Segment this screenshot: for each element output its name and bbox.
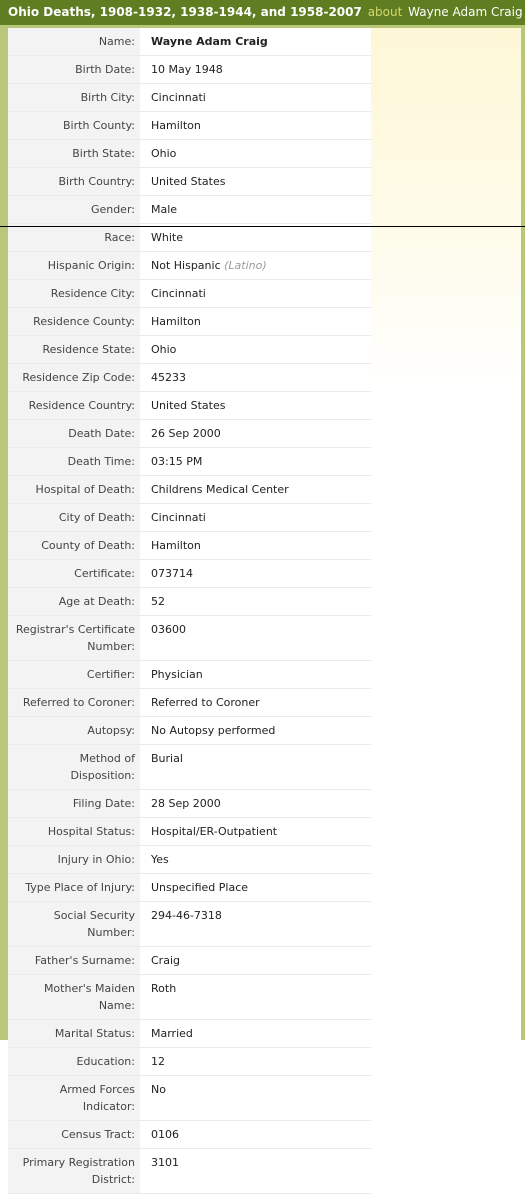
field-value bbox=[140, 140, 371, 168]
field-value-text: 03600 bbox=[151, 623, 186, 636]
field-label: Census Tract: bbox=[8, 1121, 140, 1149]
field-value bbox=[140, 818, 371, 846]
field-value-text: Cincinnati bbox=[151, 287, 206, 300]
field-value-text: Roth bbox=[151, 982, 177, 995]
about-text: about bbox=[367, 5, 403, 19]
record-row bbox=[8, 476, 371, 504]
record-row bbox=[8, 168, 371, 196]
field-label: Birth State: bbox=[8, 140, 140, 168]
field-value bbox=[140, 84, 371, 112]
record-row bbox=[8, 336, 371, 364]
field-label: Hospital of Death: bbox=[8, 476, 140, 504]
field-label: Armed Forces Indicator: bbox=[8, 1076, 140, 1121]
field-label: County of Death: bbox=[8, 532, 140, 560]
field-value bbox=[140, 661, 371, 689]
field-value-text: Physician bbox=[151, 668, 203, 681]
field-label: Birth County: bbox=[8, 112, 140, 140]
field-value-text: Cincinnati bbox=[151, 511, 206, 524]
field-value bbox=[140, 532, 371, 560]
field-value bbox=[140, 790, 371, 818]
field-value-text: Hamilton bbox=[151, 119, 201, 132]
field-value-text: 28 Sep 2000 bbox=[151, 797, 221, 810]
field-value-text: 45233 bbox=[151, 371, 186, 384]
field-value bbox=[140, 280, 371, 308]
field-value bbox=[140, 476, 371, 504]
field-value bbox=[140, 336, 371, 364]
field-value-text: 073714 bbox=[151, 567, 193, 580]
field-label: City of Death: bbox=[8, 504, 140, 532]
record-row bbox=[8, 1121, 371, 1149]
person-name-title[interactable]: Wayne Adam Craig bbox=[408, 5, 523, 19]
record-row bbox=[8, 818, 371, 846]
field-value bbox=[140, 168, 371, 196]
field-value bbox=[140, 364, 371, 392]
field-value bbox=[140, 196, 371, 224]
field-label: Type Place of Injury: bbox=[8, 874, 140, 902]
field-label: Father's Surname: bbox=[8, 947, 140, 975]
field-value bbox=[140, 1048, 371, 1076]
field-value-text: 294-46-7318 bbox=[151, 909, 222, 922]
field-label: Gender: bbox=[8, 196, 140, 224]
record-row bbox=[8, 975, 371, 1020]
field-value-text: Unspecified Place bbox=[151, 881, 249, 894]
field-label: Certifier: bbox=[8, 661, 140, 689]
field-value-text: Hamilton bbox=[151, 315, 201, 328]
field-value-text: 12 bbox=[151, 1055, 165, 1068]
field-value bbox=[140, 717, 371, 745]
field-value bbox=[140, 224, 371, 252]
field-value bbox=[140, 28, 371, 56]
field-value-text: Not Hispanic bbox=[151, 259, 221, 272]
field-label: Residence Zip Code: bbox=[8, 364, 140, 392]
field-value-text: No bbox=[151, 1083, 166, 1096]
record-row bbox=[8, 560, 371, 588]
field-value-text: 3101 bbox=[151, 1156, 179, 1169]
field-label: Education: bbox=[8, 1048, 140, 1076]
record-row bbox=[8, 532, 371, 560]
field-label: Certificate: bbox=[8, 560, 140, 588]
field-label: Residence County: bbox=[8, 308, 140, 336]
field-value-text: 52 bbox=[151, 595, 165, 608]
record-row bbox=[8, 448, 371, 476]
field-value bbox=[140, 252, 371, 280]
record-row bbox=[8, 224, 371, 252]
field-label: Age at Death: bbox=[8, 588, 140, 616]
field-value-text: 10 May 1948 bbox=[151, 63, 223, 76]
field-label: Hispanic Origin: bbox=[8, 252, 140, 280]
field-label: Name: bbox=[8, 28, 140, 56]
record-row bbox=[8, 874, 371, 902]
field-label: Primary Registration District: bbox=[8, 1149, 140, 1194]
record-row bbox=[8, 392, 371, 420]
field-value bbox=[140, 1076, 371, 1121]
field-value-text: United States bbox=[151, 399, 226, 412]
record-row bbox=[8, 947, 371, 975]
field-value bbox=[140, 745, 371, 790]
field-label: Referred to Coroner: bbox=[8, 689, 140, 717]
field-hint: (Latino) bbox=[224, 259, 267, 272]
record-row bbox=[8, 661, 371, 689]
field-value bbox=[140, 1020, 371, 1048]
field-label: Mother's Maiden Name: bbox=[8, 975, 140, 1020]
field-value-text: Yes bbox=[151, 853, 169, 866]
field-value-text: 26 Sep 2000 bbox=[151, 427, 221, 440]
record-row bbox=[8, 588, 371, 616]
record-row bbox=[8, 504, 371, 532]
field-label: Residence Country: bbox=[8, 392, 140, 420]
field-label: Birth City: bbox=[8, 84, 140, 112]
field-value bbox=[140, 874, 371, 902]
record-row bbox=[8, 1076, 371, 1121]
record-row bbox=[8, 689, 371, 717]
field-label: Method of Disposition: bbox=[8, 745, 140, 790]
record-row bbox=[8, 790, 371, 818]
record-row bbox=[8, 308, 371, 336]
field-value bbox=[140, 56, 371, 84]
field-label: Residence City: bbox=[8, 280, 140, 308]
record-table bbox=[8, 28, 371, 1194]
field-value bbox=[140, 689, 371, 717]
record-row bbox=[8, 420, 371, 448]
field-label: Death Time: bbox=[8, 448, 140, 476]
field-label: Filing Date: bbox=[8, 790, 140, 818]
field-label: Injury in Ohio: bbox=[8, 846, 140, 874]
field-value-text: 0106 bbox=[151, 1128, 179, 1141]
field-label: Race: bbox=[8, 224, 140, 252]
record-row bbox=[8, 745, 371, 790]
field-value bbox=[140, 975, 371, 1020]
field-value-text: Referred to Coroner bbox=[151, 696, 260, 709]
field-value-text: Ohio bbox=[151, 147, 177, 160]
record-row bbox=[8, 846, 371, 874]
field-value bbox=[140, 504, 371, 532]
field-value-text: Ohio bbox=[151, 343, 177, 356]
record-row bbox=[8, 56, 371, 84]
field-value-text: Cincinnati bbox=[151, 91, 206, 104]
field-value bbox=[140, 846, 371, 874]
field-value bbox=[140, 112, 371, 140]
record-row bbox=[8, 902, 371, 947]
record-title-bar bbox=[0, 0, 525, 25]
field-value bbox=[140, 392, 371, 420]
record-row bbox=[8, 1020, 371, 1048]
field-label: Marital Status: bbox=[8, 1020, 140, 1048]
field-value-text: White bbox=[151, 231, 183, 244]
field-label: Birth Country: bbox=[8, 168, 140, 196]
record-row bbox=[8, 196, 371, 224]
record-row bbox=[8, 252, 371, 280]
field-value bbox=[140, 420, 371, 448]
field-label: Death Date: bbox=[8, 420, 140, 448]
record-row bbox=[8, 1149, 371, 1194]
field-value bbox=[140, 1121, 371, 1149]
field-value bbox=[140, 902, 371, 947]
field-value bbox=[140, 308, 371, 336]
field-label: Social Security Number: bbox=[8, 902, 140, 947]
field-value bbox=[140, 1149, 371, 1194]
field-label: Residence State: bbox=[8, 336, 140, 364]
field-value bbox=[140, 588, 371, 616]
field-value bbox=[140, 560, 371, 588]
field-value bbox=[140, 616, 371, 661]
field-value-text: Wayne Adam Craig bbox=[151, 35, 268, 48]
record-row bbox=[8, 1048, 371, 1076]
field-value-text: 03:15 PM bbox=[151, 455, 203, 468]
record-row bbox=[8, 717, 371, 745]
field-value-text: Married bbox=[151, 1027, 193, 1040]
field-value-text: Hamilton bbox=[151, 539, 201, 552]
record-panel bbox=[8, 28, 521, 1186]
field-value bbox=[140, 448, 371, 476]
field-value bbox=[140, 947, 371, 975]
collection-title[interactable]: Ohio Deaths, 1908-1932, 1938-1944, and 1958-2007 bbox=[8, 5, 362, 19]
record-row bbox=[8, 364, 371, 392]
field-value-text: Hospital/ER-Outpatient bbox=[151, 825, 278, 838]
record-row bbox=[8, 84, 371, 112]
field-value-text: Male bbox=[151, 203, 178, 216]
divider-line bbox=[0, 226, 525, 227]
field-label: Birth Date: bbox=[8, 56, 140, 84]
field-label: Registrar's Certificate Number: bbox=[8, 616, 140, 661]
highlight-background bbox=[371, 28, 521, 388]
record-row bbox=[8, 616, 371, 661]
field-label: Hospital Status: bbox=[8, 818, 140, 846]
record-row bbox=[8, 112, 371, 140]
field-value-text: Burial bbox=[151, 752, 183, 765]
record-row bbox=[8, 280, 371, 308]
record-row bbox=[8, 28, 371, 56]
field-value-text: Craig bbox=[151, 954, 180, 967]
field-value-text: Childrens Medical Center bbox=[151, 483, 289, 496]
field-value-text: No Autopsy performed bbox=[151, 724, 276, 737]
field-label: Autopsy: bbox=[8, 717, 140, 745]
record-row bbox=[8, 140, 371, 168]
field-value-text: United States bbox=[151, 175, 226, 188]
